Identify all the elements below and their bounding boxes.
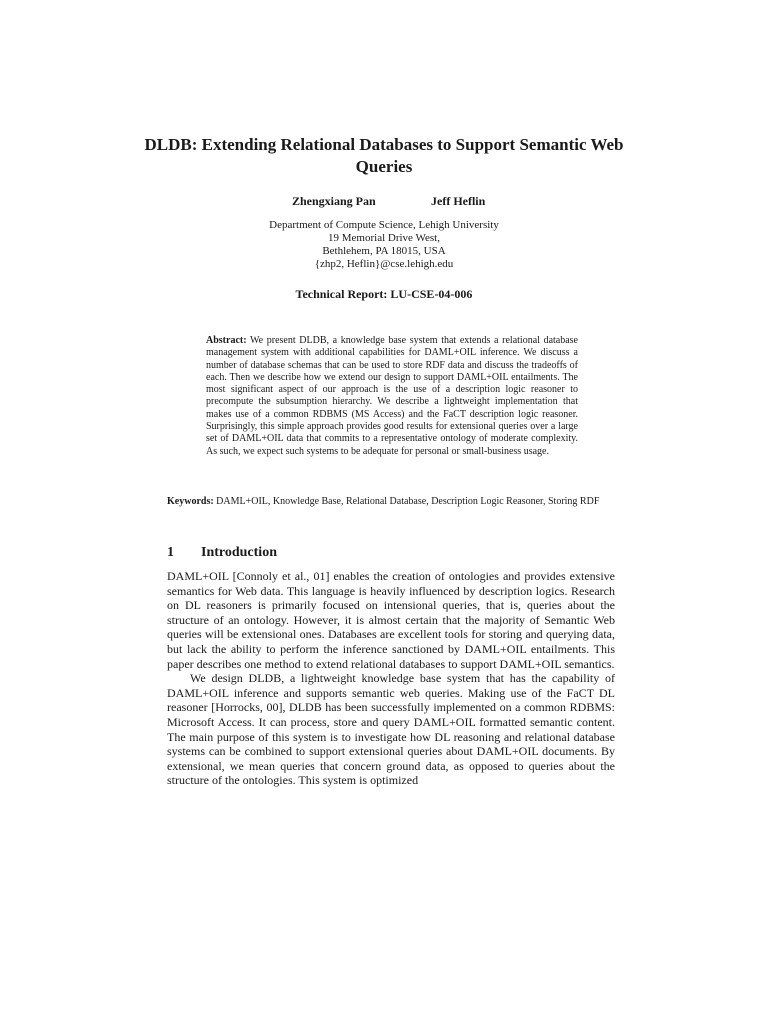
section-heading bbox=[167, 545, 277, 561]
abstract-label: Abstract: bbox=[206, 335, 247, 346]
section-title: Introduction bbox=[201, 545, 277, 560]
section-number: 1 bbox=[167, 545, 174, 560]
abstract-text: We present DLDB, a knowledge base system that extends a relational database management system with additional capabilities for DAML+OIL inference. We discuss a number of database schemas that can be used to store RDF data and discuss the tradeoffs of each. Then we describe how we extend our design to support DAML+OIL entailments. The most significant aspect of our approach is the use of a description logic reasoner to precompute the subsumption hierarchy. We describe a lightweight implementation that makes use of a common RDBMS (MS Access) and the FaCT description logic reasoner. Surprisingly, this simple approach provides good results for extensional queries over a large set of DAML+OIL data that commits to a representative ontology of moderate complexity. As such, we expect such systems to be adequate for personal or small-business usage. bbox=[206, 335, 578, 457]
section-body bbox=[167, 569, 615, 788]
keywords bbox=[167, 496, 609, 509]
keywords-text: DAML+OIL, Knowledge Base, Relational Database, Description Logic Reasoner, Storing RDF bbox=[216, 496, 600, 507]
paper-title: DLDB: Extending Relational Databases to Support Semantic Web Queries bbox=[144, 135, 624, 176]
author-name: Zhengxiang Pan bbox=[292, 194, 376, 208]
affiliation bbox=[184, 219, 584, 271]
body-paragraph: DAML+OIL [Connoly et al., 01] enables the creation of ontologies and provides extensive semantics for Web data. This language is heavily influenced by description logics. Research on DL reasoners is primarily focused on intensional queries, that is, queries about the structure of an ontology. However, it is almost certain that the majority of Semantic Web queries will be extensional ones. Databases are excellent tools for storing and querying data, but lack the ability to perform the inference sanctioned by DAML+OIL entailments. This paper describes one method to extend relational databases to support DAML+OIL semantics. bbox=[167, 569, 615, 671]
abstract bbox=[206, 335, 578, 458]
affiliation-street: 19 Memorial Drive West, bbox=[328, 232, 440, 244]
affiliation-email: {zhp2, Heflin}@cse.lehigh.edu bbox=[314, 258, 454, 270]
technical-report-number: Technical Report: LU-CSE-04-006 bbox=[295, 287, 473, 301]
author-name: Jeff Heflin bbox=[431, 194, 486, 208]
keywords-label: Keywords: bbox=[167, 496, 214, 507]
affiliation-city: Bethlehem, PA 18015, USA bbox=[322, 245, 446, 257]
body-paragraph: We design DLDB, a lightweight knowledge base system that has the capability of DAML+OIL inference and supports semantic web queries. Making use of the FaCT DL reasoner [Horrocks, 00], DLDB has been successfully implemented on a common RDBMS: Microsoft Access. It can process, store and query DAML+OIL formatted semantic content. The main purpose of this system is to investigate how DL reasoning and relational database systems can be combined to support extensional queries about DAML+OIL documents. By extensional, we mean queries that concern ground data, as opposed to queries about the structure of the ontologies. This system is optimized bbox=[167, 671, 615, 788]
affiliation-department: Department of Compute Science, Lehigh University bbox=[269, 219, 499, 231]
